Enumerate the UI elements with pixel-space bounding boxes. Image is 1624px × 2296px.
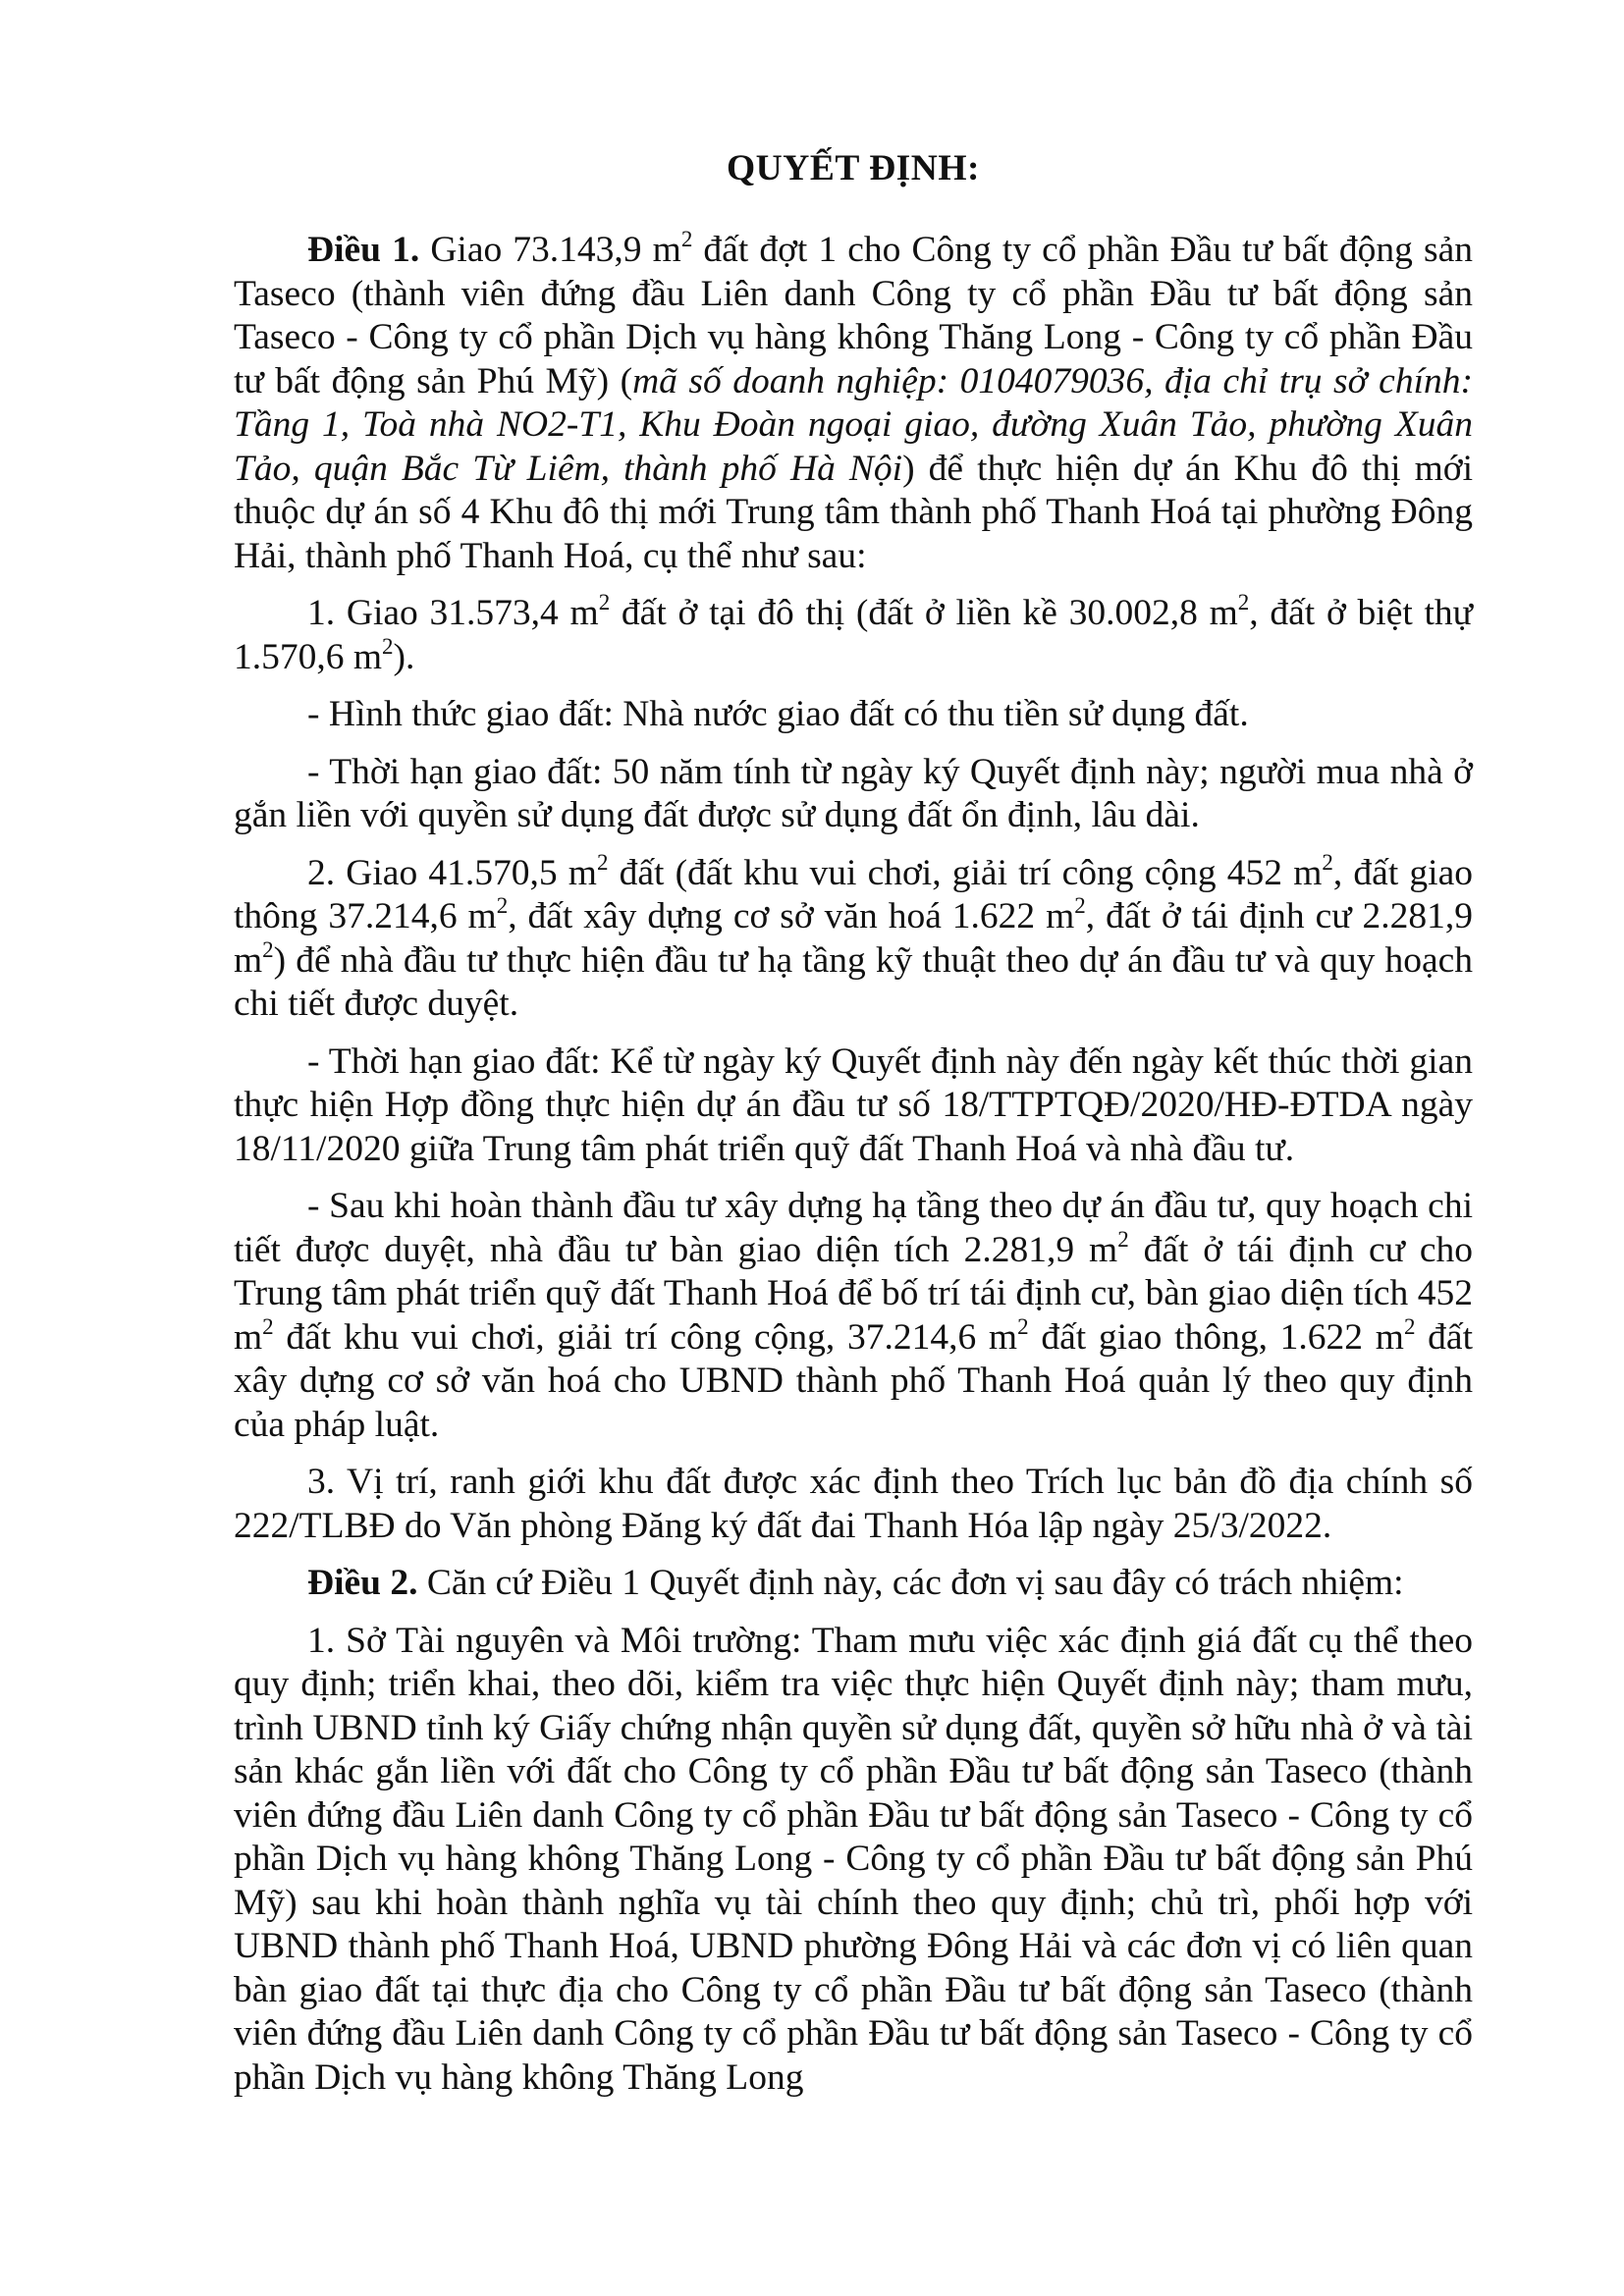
article-1-item-2-term: - Thời hạn giao đất: Kể từ ngày ký Quyết định này đến ngày kết thúc thời gian thực hiện Hợp đồng thực hiện dự án đầu tư số 18/TTPTQĐ/2020/HĐ-ĐTDA ngày 18/11/2020 giữa Trung tâm phát triển quỹ đất Thanh Hoá và nhà đầu tư. <box>234 1041 1473 1169</box>
article-1-intro: Điều 1. Giao 73.143,9 $m^2$ đất đợt 1 cho Công ty cổ phần Đầu tư bất động sản Taseco (thành viên đứng đầu Liên danh Công ty cổ phần Đầu tư bất động sản Taseco - Công ty cổ phần Dịch vụ hàng không Thăng Long - Công ty cổ phần Đầu tư bất động sản Phú Mỹ) (mã số doanh nghiệp: 0104079036, địa chỉ trụ sở chính: Tầng 1, Toà nhà NO2-T1, Khu Đoàn ngoại giao, đường Xuân Tảo, phường Xuân Tảo, quận Bắc Từ Liêm, thành phố Hà Nội) để thực hiện dự án Khu đô thị mới thuộc dự án số 4 Khu đô thị mới Trung tâm thành phố Thanh Hoá tại phường Đông Hải, thành phố Thanh Hoá, cụ thể như sau: <box>234 227 1474 576</box>
article-2-intro: Điều 2. Căn cứ Điều 1 Quyết định này, các đơn vị sau đây có trách nhiệm: <box>307 1563 1404 1603</box>
decision-title: QUYẾT ĐỊNH: <box>727 148 980 188</box>
article-1-item-2-handover: - Sau khi hoàn thành đầu tư xây dựng hạ tầng theo dự án đầu tư, quy hoạch chi tiết được duyệt, nhà đầu tư bàn giao diện tích 2.281,9 $m^2$ đất ở tái định cư cho Trung tâm phát triển quỹ đất Thanh Hoá để bố trí tái định cư, bàn giao diện tích 452 $m^2$ đất khu vui chơi, giải trí công cộng, 37.214,6 $m^2$ đất giao thông, 1.622 $m^2$ đất xây dựng cơ sở văn hoá cho UBND thành phố Thanh Hoá quản lý theo quy định của pháp luật. <box>234 1186 1473 1445</box>
document-page <box>234 147 1473 2113</box>
article-1-item-3: 3. Vị trí, ranh giới khu đất được xác định theo Trích lục bản đồ địa chính số 222/TLBĐ do Văn phòng Đăng ký đất đai Thanh Hóa lập ngày 25/3/2022. <box>234 1462 1473 1546</box>
article-1-item-2: 2. Giao 41.570,5 $m^2$ đất (đất khu vui chơi, giải trí công cộng 452 $m^2$, đất giao thông 37.214,6 $m^2$, đất xây dựng cơ sở văn hoá 1.622 $m^2$, đất ở tái định cư 2.281,9 $m^2$) để nhà đầu tư thực hiện đầu tư hạ tầng kỹ thuật theo dự án đầu tư và quy hoạch chi tiết được duyệt. <box>234 849 1474 1024</box>
article-2-label: Điều 2. <box>307 1563 418 1603</box>
article-1-item-1-form: - Hình thức giao đất: Nhà nước giao đất có thu tiền sử dụng đất. <box>307 694 1249 734</box>
article-1-item-1-term: - Thời hạn giao đất: 50 năm tính từ ngày ký Quyết định này; người mua nhà ở gắn liền với quyền sử dụng đất được sử dụng đất ổn định, lâu dài. <box>234 751 1473 835</box>
article-2-item-1: 1. Sở Tài nguyên và Môi trường: Tham mưu việc xác định giá đất cụ thể theo quy định; triển khai, theo dõi, kiểm tra việc thực hiện Quyết định này; tham mưu, trình UBND tỉnh ký Giấy chứng nhận quyền sử dụng đất, quyền sở hữu nhà ở và tài sản khác gắn liền với đất cho Công ty cổ phần Đầu tư bất động sản Taseco (thành viên đứng đầu Liên danh Công ty cổ phần Đầu tư bất động sản Taseco - Công ty cổ phần Dịch vụ hàng không Thăng Long - Công ty cổ phần Đầu tư bất động sản Phú Mỹ) sau khi hoàn thành nghĩa vụ tài chính theo quy định; chủ trì, phối hợp với UBND thành phố Thanh Hoá, UBND phường Đông Hải và các đơn vị có liên quan bàn giao đất tại thực địa cho Công ty cổ phần Đầu tư bất động sản Taseco (thành viên đứng đầu Liên danh Công ty cổ phần Đầu tư bất động sản Taseco - Công ty cổ phần Dịch vụ hàng không Thăng Long <box>234 1620 1473 2098</box>
article-1-item-1: 1. Giao 31.573,4 $m^2$ đất ở tại đô thị (đất ở liền kề 30.002,8 $m^2$, đất ở biệt thự 1.570,6 $m^2$). <box>234 590 1474 677</box>
article-1-label: Điều 1. <box>307 230 420 270</box>
company-details: mã số doanh nghiệp: 0104079036, địa chỉ trụ sở chính: Tầng 1, Toà nhà NO2-T1, Khu Đoàn ngoại giao, đường Xuân Tảo, phường Xuân Tảo, quận Bắc Từ Liêm, thành phố Hà Nội <box>234 360 1473 489</box>
